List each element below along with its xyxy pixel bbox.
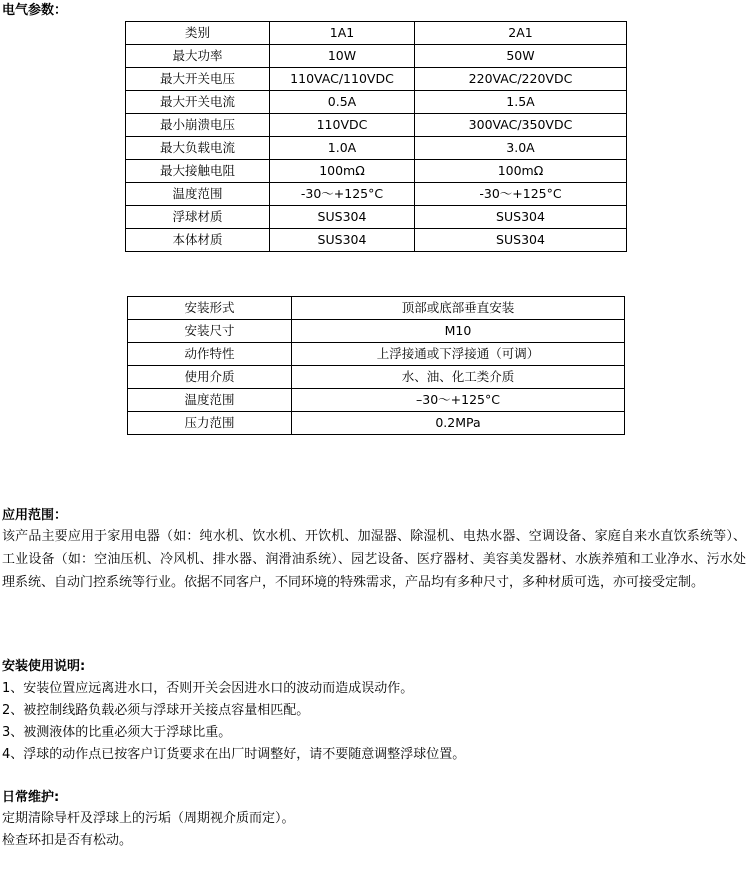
instruction-item: 3、被测液体的比重必须大于浮球比重。 xyxy=(2,725,232,740)
table-row xyxy=(128,297,625,320)
value-cell: 220VAC/220VDC xyxy=(415,68,627,91)
value-cell: 100mΩ xyxy=(415,160,627,183)
value-cell: 上浮接通或下浮接通（可调） xyxy=(292,343,625,366)
table-row xyxy=(128,412,625,435)
row-label-cell: 最大负载电流 xyxy=(126,137,270,160)
value-cell: 50W xyxy=(415,45,627,68)
value-cell: –30～+125°C xyxy=(292,389,625,412)
table-header-row xyxy=(126,22,627,45)
table-row xyxy=(126,183,627,206)
row-label-cell: 最大开关电压 xyxy=(126,68,270,91)
value-cell: -30～+125°C xyxy=(415,183,627,206)
value-cell: SUS304 xyxy=(415,229,627,252)
value-cell: 110VDC xyxy=(270,114,415,137)
instructions-heading: 安装使用说明: xyxy=(2,659,86,674)
value-cell: 1A1 xyxy=(270,22,415,45)
table-row xyxy=(126,114,627,137)
table-row xyxy=(126,45,627,68)
value-cell: SUS304 xyxy=(270,206,415,229)
value-cell: SUS304 xyxy=(270,229,415,252)
application-text: 该产品主要应用于家用电器（如：纯水机、饮水机、开饮机、加湿器、除湿机、电热水器、空调设备、家庭自来水直饮系统等）、工业设备（如：空油压机、冷风机、排水器、润滑油系统）、园艺设备、医疗器材、美容美发器材、水族养殖和工业净水、污水处理系统、自动门控系统等行业。依据不同客户，不同环境的特殊需求，产品均有多种尺寸，多种材质可选，亦可接受定制。 xyxy=(2,529,746,590)
installation-table xyxy=(127,296,625,435)
table-row xyxy=(126,206,627,229)
value-cell: 1.5A xyxy=(415,91,627,114)
value-cell: 0.5A xyxy=(270,91,415,114)
row-label-cell: 最大功率 xyxy=(126,45,270,68)
row-label-cell: 类别 xyxy=(126,22,270,45)
value-cell: 2A1 xyxy=(415,22,627,45)
row-label-cell: 使用介质 xyxy=(128,366,292,389)
value-cell: 10W xyxy=(270,45,415,68)
value-cell: 3.0A xyxy=(415,137,627,160)
row-label-cell: 温度范围 xyxy=(128,389,292,412)
value-cell: M10 xyxy=(292,320,625,343)
row-label-cell: 安装形式 xyxy=(128,297,292,320)
maintenance-item: 定期清除导杆及浮球上的污垢（周期视介质而定）。 xyxy=(2,811,295,826)
application-heading: 应用范围： xyxy=(2,508,68,523)
electrical-heading: 电气参数： xyxy=(2,3,68,18)
value-cell: 顶部或底部垂直安装 xyxy=(292,297,625,320)
table-row xyxy=(126,68,627,91)
table-row xyxy=(126,137,627,160)
value-cell: 水、油、化工类介质 xyxy=(292,366,625,389)
row-label-cell: 动作特性 xyxy=(128,343,292,366)
maintenance-item: 检查环扣是否有松动。 xyxy=(2,833,133,848)
maintenance-heading: 日常维护: xyxy=(2,790,60,805)
electrical-params-table xyxy=(125,21,627,252)
value-cell: 0.2MPa xyxy=(292,412,625,435)
instructions-list xyxy=(2,678,746,766)
table-row xyxy=(126,229,627,252)
table-row xyxy=(126,91,627,114)
row-label-cell: 压力范围 xyxy=(128,412,292,435)
maintenance-list xyxy=(2,808,746,852)
row-label-cell: 温度范围 xyxy=(126,183,270,206)
value-cell: 110VAC/110VDC xyxy=(270,68,415,91)
value-cell: 300VAC/350VDC xyxy=(415,114,627,137)
value-cell: -30～+125°C xyxy=(270,183,415,206)
table-row xyxy=(128,343,625,366)
table-row xyxy=(128,389,625,412)
instruction-item: 1、安装位置应远离进水口，否则开关会因进水口的波动而造成误动作。 xyxy=(2,681,414,696)
table-row xyxy=(128,366,625,389)
table-row xyxy=(126,160,627,183)
row-label-cell: 最大接触电阻 xyxy=(126,160,270,183)
instruction-item: 4、浮球的动作点已按客户订货要求在出厂时调整好，请不要随意调整浮球位置。 xyxy=(2,747,466,762)
row-label-cell: 浮球材质 xyxy=(126,206,270,229)
row-label-cell: 本体材质 xyxy=(126,229,270,252)
instruction-item: 2、被控制线路负载必须与浮球开关接点容量相匹配。 xyxy=(2,703,310,718)
row-label-cell: 安装尺寸 xyxy=(128,320,292,343)
value-cell: 100mΩ xyxy=(270,160,415,183)
row-label-cell: 最小崩溃电压 xyxy=(126,114,270,137)
row-label-cell: 最大开关电流 xyxy=(126,91,270,114)
value-cell: 1.0A xyxy=(270,137,415,160)
value-cell: SUS304 xyxy=(415,206,627,229)
table-row xyxy=(128,320,625,343)
